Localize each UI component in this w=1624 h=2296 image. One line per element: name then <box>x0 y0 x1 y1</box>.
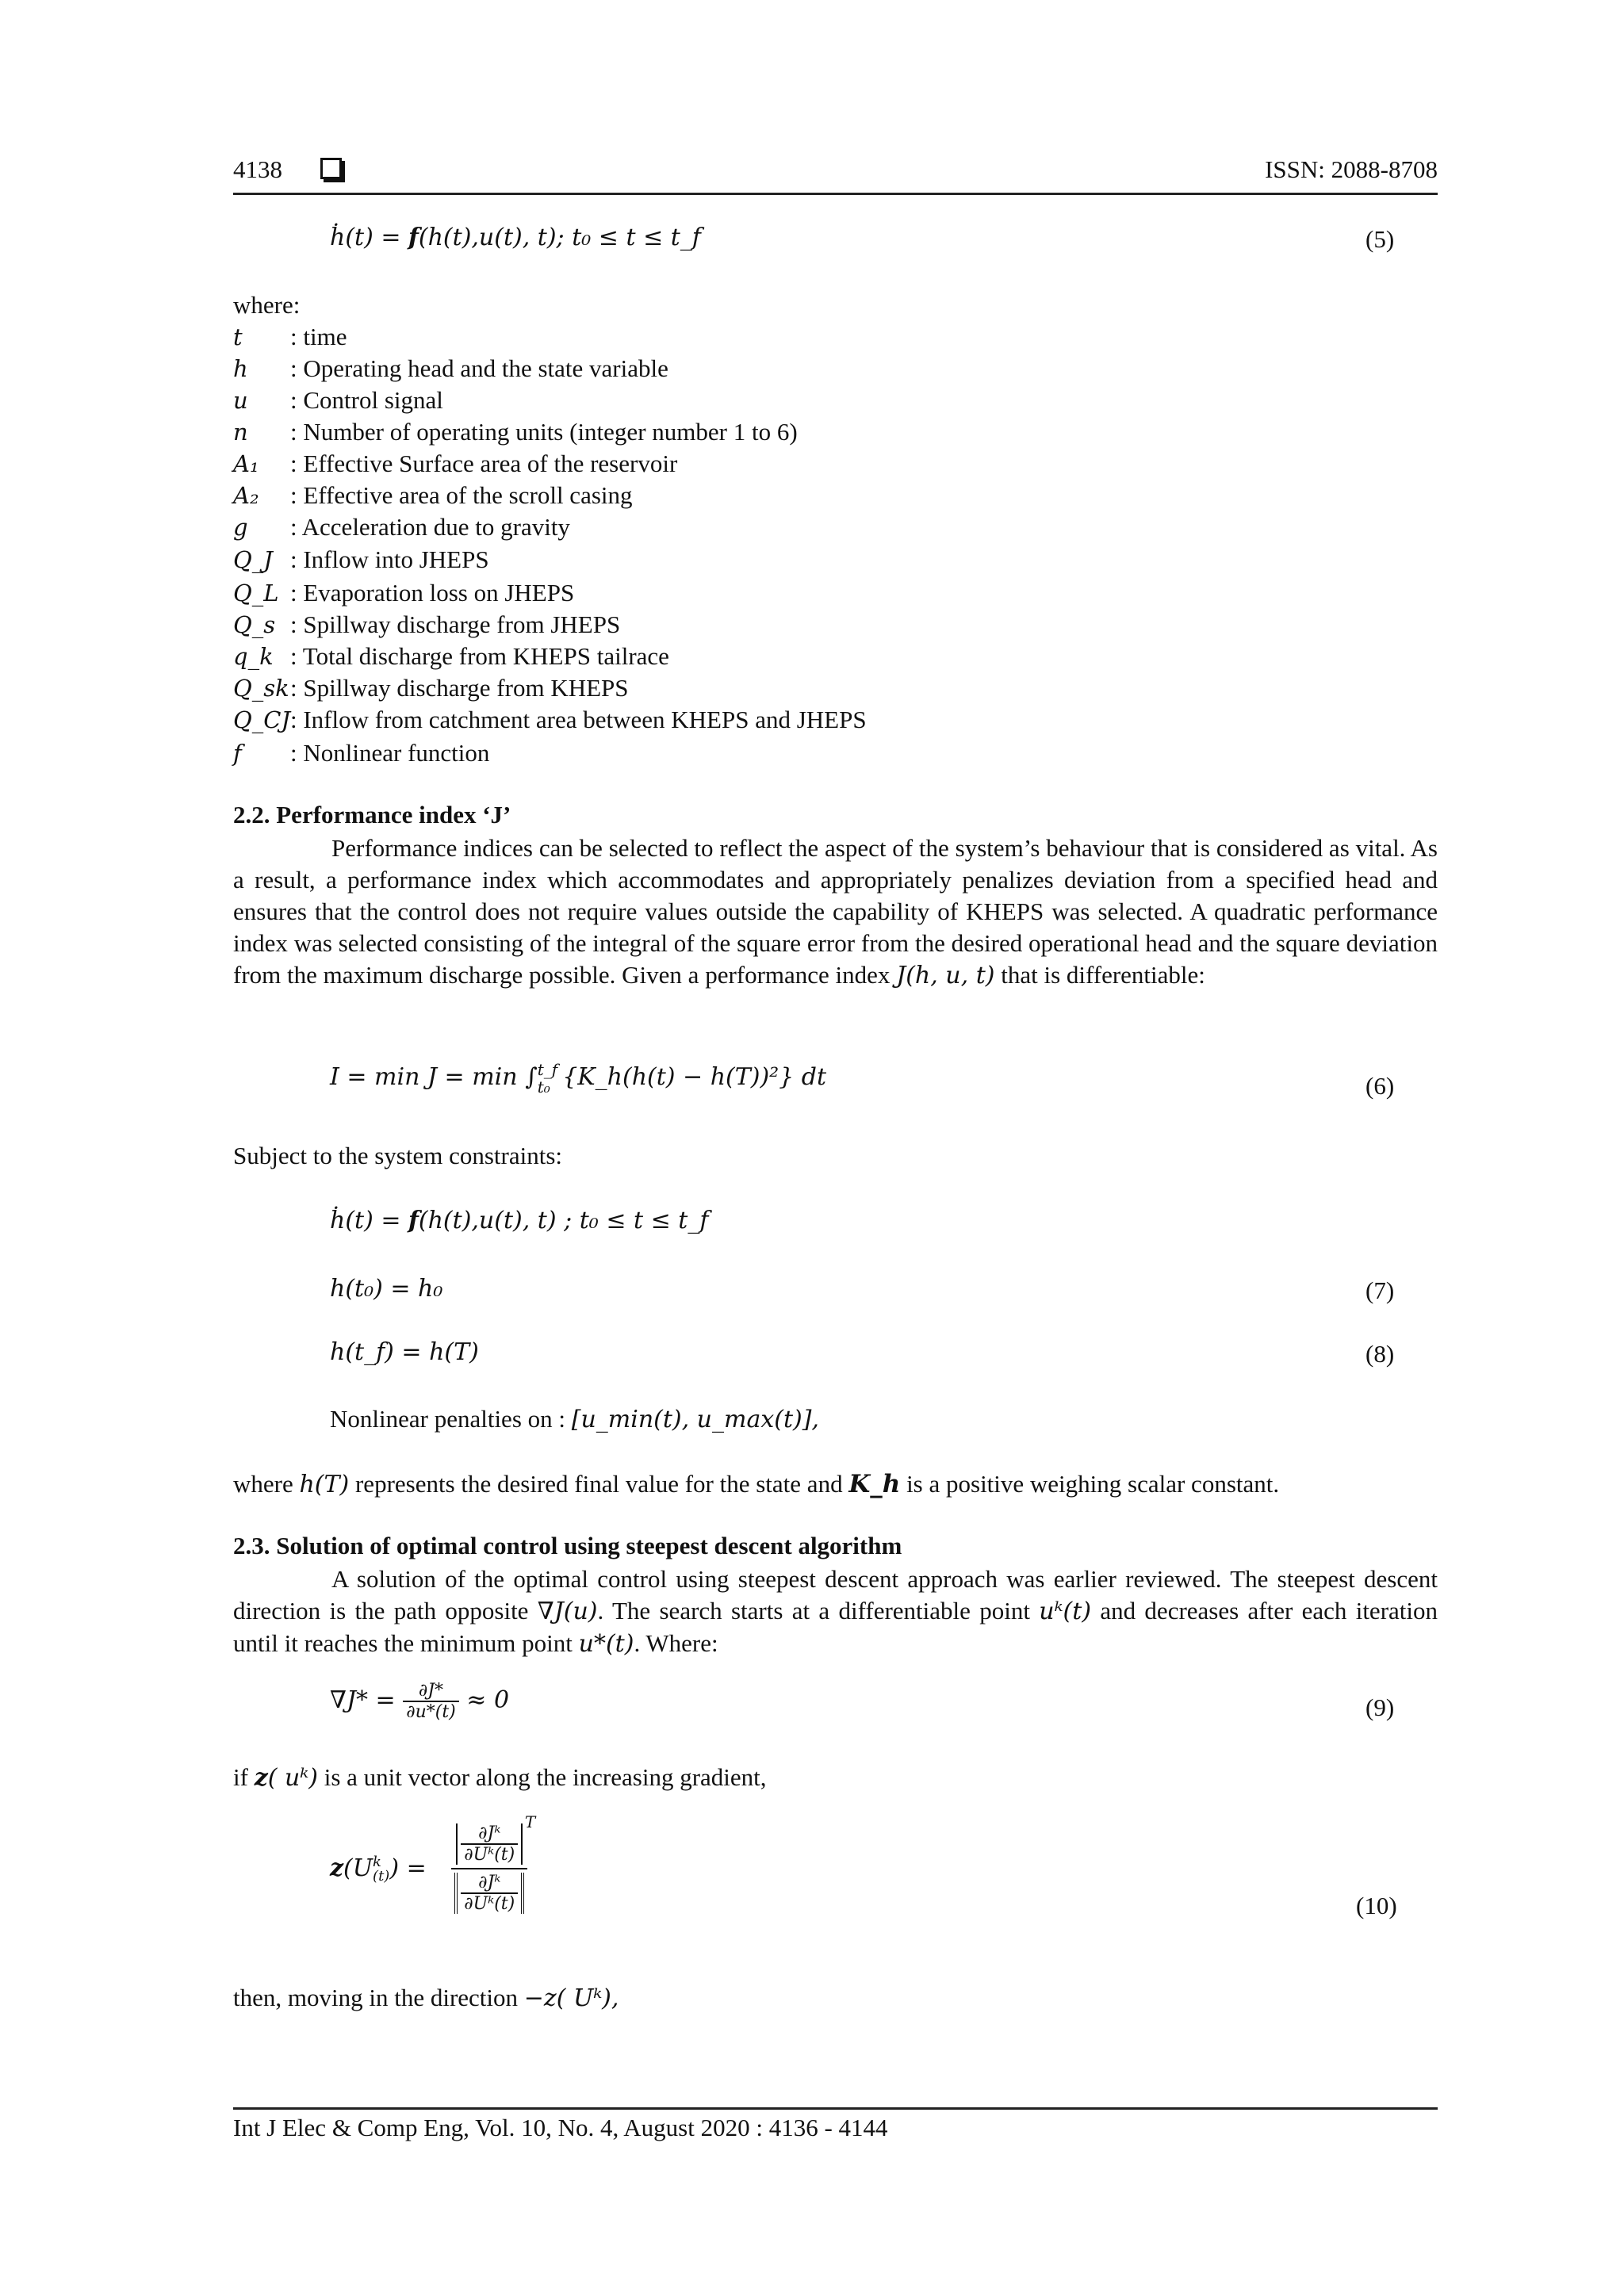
subject-to-label: Subject to the system constraints: <box>233 1142 563 1169</box>
journal-issn: ISSN: 2088-8708 <box>1265 155 1438 183</box>
variable-row: g : Acceleration due to gravity <box>233 513 570 541</box>
variable-row: u : Control signal <box>233 386 443 414</box>
variable-row: Q_L : Evaporation loss on JHEPS <box>233 579 575 607</box>
equation-9: ∇J* = $\frac{\partial J*}{\partial u*(t)}$ ≈ 0 <box>330 1681 510 1722</box>
footer-citation: Int J Elec & Comp Eng, Vol. 10, No. 4, August 2020 : 4136 - 4144 <box>233 2114 888 2141</box>
variable-row: n : Number of operating units (integer number 1 to 6) <box>233 418 798 446</box>
equation-7: h(t₀) = h₀ <box>330 1275 443 1303</box>
section-heading-2-2: 2.2. Performance index ‘J’ <box>233 801 511 828</box>
where-hT-sentence: where h(T) represents the desired final value for the state and K_h is a positive weighing scalar constant. <box>233 1470 1280 1498</box>
variable-row: A₂ : Effective area of the scroll casing <box>233 481 633 509</box>
variable-row: Q_s : Spillway discharge from JHEPS <box>233 610 621 638</box>
equation-5: ḣ(t) = f(h(t),u(t), t); t₀ ≤ t ≤ t_f <box>330 224 701 251</box>
equation-6-number: (6) <box>1365 1072 1395 1100</box>
equation-10-number: (10) <box>1356 1892 1397 1919</box>
where-label: where: <box>233 291 301 319</box>
variable-row: A₁ : Effective Surface area of the reservoir <box>233 450 678 477</box>
unit-vector-sentence: if z( uᵏ) is a unit vector along the increasing gradient, <box>233 1763 767 1792</box>
variable-row: Q_CJ: Inflow from catchment area between KHEPS and JHEPS <box>233 706 867 733</box>
section-heading-2-3: 2.3. Solution of optimal control using steepest descent algorithm <box>233 1532 902 1559</box>
steepest-descent-paragraph: A solution of the optimal control using steepest descent approach was earlier reviewed. The steepest descent direction is the path opposite ∇J(u). The search starts at a differentiable point uᵏ(t) and decreases after each iteration until it reaches the minimum point u*(t). Where: <box>233 1565 1438 1658</box>
equation-7-number: (7) <box>1365 1276 1395 1304</box>
nonlinear-penalties: Nonlinear penalties on : [u_min(t), u_max(t)], <box>330 1405 819 1433</box>
equation-9-number: (9) <box>1365 1693 1395 1721</box>
box-icon <box>320 158 342 179</box>
constraint-equation: ḣ(t) = f(h(t),u(t), t) ; t₀ ≤ t ≤ t_f <box>330 1207 709 1234</box>
equation-5-number: (5) <box>1365 225 1395 253</box>
variable-row: Q_sk: Spillway discharge from KHEPS <box>233 674 629 702</box>
equation-10: z(U k (t) ) = $\frac{\text{∂Jᵏ}}{\text{∂Uᵏ(t)}}$ T $\frac{\text{∂Jᵏ}}{\text{∂Uᵏ(t)}}$ <box>330 1812 536 1914</box>
variable-row: h : Operating head and the state variable <box>233 354 668 382</box>
variable-row: q_k : Total discharge from KHEPS tailrace <box>233 642 669 670</box>
page-number: 4138 <box>233 155 282 183</box>
footer-rule <box>233 2107 1438 2110</box>
equation-6: I = min J = min ∫ t_f t₀ {K_h(h(t) − h(T))²} dt <box>330 1060 827 1096</box>
page-header <box>233 155 342 184</box>
performance-index-paragraph: Performance indices can be selected to reflect the aspect of the system’s behaviour that is considered as vital. As a result, a performance index which accommodates and appropriately penalizes deviation from a specified head and ensures that the control does not require values outside the capability of KHEPS was selected. A quadratic performance index was selected consisting of the integral of the square error from the desired operational head and the square deviation from the maximum discharge possible. Given a performance index J(h, u, t) that is differentiable: <box>233 834 1438 989</box>
header-rule <box>233 193 1438 195</box>
equation-8-number: (8) <box>1365 1340 1395 1368</box>
variable-row: Q_J : Inflow into JHEPS <box>233 545 489 573</box>
variable-row: t : time <box>233 323 347 350</box>
equation-8: h(t_f) = h(T) <box>330 1338 479 1366</box>
then-direction-sentence: then, moving in the direction −z( Uᵏ), <box>233 1984 619 2012</box>
variable-row: f : Nonlinear function <box>233 739 490 767</box>
